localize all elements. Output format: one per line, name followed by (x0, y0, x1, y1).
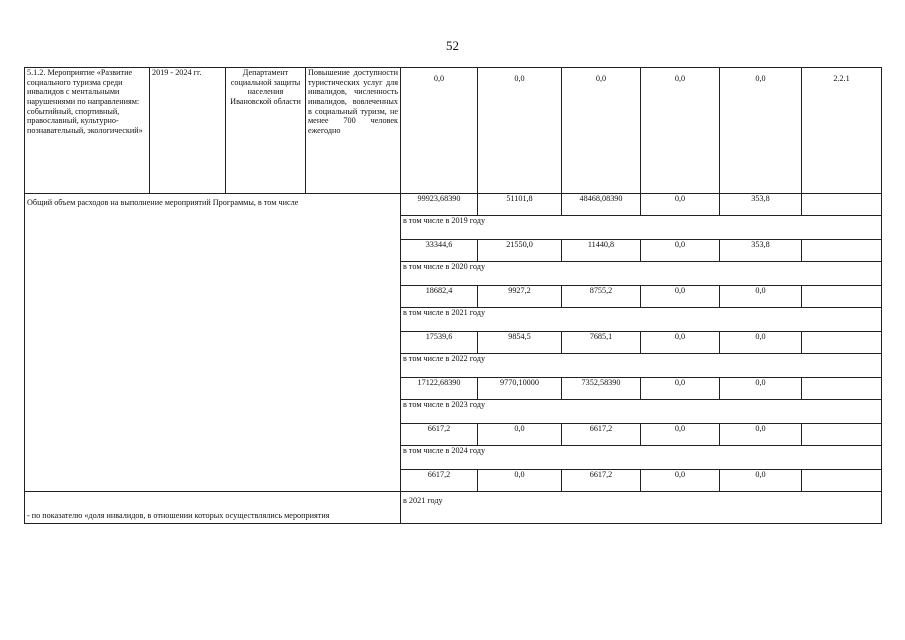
year-value: 8755,2 (562, 286, 641, 308)
year-value: 33344,6 (401, 240, 478, 262)
year-value: 353,8 (720, 240, 802, 262)
year-value: 0,0 (641, 378, 720, 400)
year-value: 0,0 (641, 470, 720, 492)
year-value: 0,0 (641, 240, 720, 262)
year-label: в том числе в 2020 году (401, 262, 882, 286)
year-value: 18682,4 (401, 286, 478, 308)
total-value: 0,0 (641, 194, 720, 216)
year-value (802, 332, 882, 354)
event-title: 5.1.2. Мероприятие «Развитие социального туризма среди инвалидов с ментальными нарушениями по направлениям: событийный, спортивный, православный, культурно-познавательный, экологический» (25, 68, 150, 194)
year-value: 6617,2 (562, 424, 641, 446)
footer-label: - по показателю «доля инвалидов, в отношении которых осуществлялись мероприятия (25, 492, 401, 524)
event-value: 0,0 (720, 68, 802, 194)
event-value: 0,0 (562, 68, 641, 194)
total-value (802, 194, 882, 216)
year-value (802, 378, 882, 400)
year-value: 9854,5 (478, 332, 562, 354)
total-value: 51101,8 (478, 194, 562, 216)
year-value (802, 286, 882, 308)
year-value: 0,0 (641, 286, 720, 308)
year-value (802, 470, 882, 492)
year-value: 9770,10000 (478, 378, 562, 400)
year-value: 21550,0 (478, 240, 562, 262)
year-value: 6617,2 (401, 470, 478, 492)
year-value: 0,0 (641, 332, 720, 354)
event-executor: Департамент социальной защиты населения Ивановской области (226, 68, 306, 194)
year-value: 9927,2 (478, 286, 562, 308)
year-value: 17539,6 (401, 332, 478, 354)
year-value: 0,0 (720, 424, 802, 446)
year-value (802, 240, 882, 262)
total-row (25, 194, 882, 216)
year-value: 0,0 (720, 470, 802, 492)
year-value: 7352,58390 (562, 378, 641, 400)
year-value: 0,0 (720, 378, 802, 400)
event-result: Повышение доступности туристических услуг для инвалидов, численность инвалидов, вовлеченных в социальный туризм, не менее 700 человек ежегодно (306, 68, 401, 194)
year-value: 0,0 (720, 286, 802, 308)
total-value: 48468,08390 (562, 194, 641, 216)
event-value: 0,0 (641, 68, 720, 194)
year-label: в том числе в 2022 году (401, 354, 882, 378)
total-value: 353,8 (720, 194, 802, 216)
event-code: 2.2.1 (802, 68, 882, 194)
footer-year: в 2021 году (401, 492, 882, 524)
year-label: в том числе в 2019 году (401, 216, 882, 240)
page-number: 52 (446, 38, 459, 53)
year-label: в том числе в 2021 году (401, 308, 882, 332)
event-value: 0,0 (478, 68, 562, 194)
year-label: в том числе в 2024 году (401, 446, 882, 470)
year-value: 0,0 (641, 424, 720, 446)
year-value (802, 424, 882, 446)
year-value: 0,0 (720, 332, 802, 354)
total-value: 99923,68390 (401, 194, 478, 216)
event-row (25, 68, 882, 194)
year-value: 7685,1 (562, 332, 641, 354)
year-value: 0,0 (478, 470, 562, 492)
year-value: 0,0 (478, 424, 562, 446)
year-value: 6617,2 (401, 424, 478, 446)
footer-row (25, 492, 882, 524)
total-label: Общий объем расходов на выполнение мероприятий Программы, в том числе (25, 194, 401, 492)
year-label: в том числе в 2023 году (401, 400, 882, 424)
year-value: 11440,8 (562, 240, 641, 262)
year-value: 6617,2 (562, 470, 641, 492)
event-value: 0,0 (401, 68, 478, 194)
event-period: 2019 - 2024 гг. (150, 68, 226, 194)
year-value: 17122,68390 (401, 378, 478, 400)
program-table (24, 67, 882, 524)
